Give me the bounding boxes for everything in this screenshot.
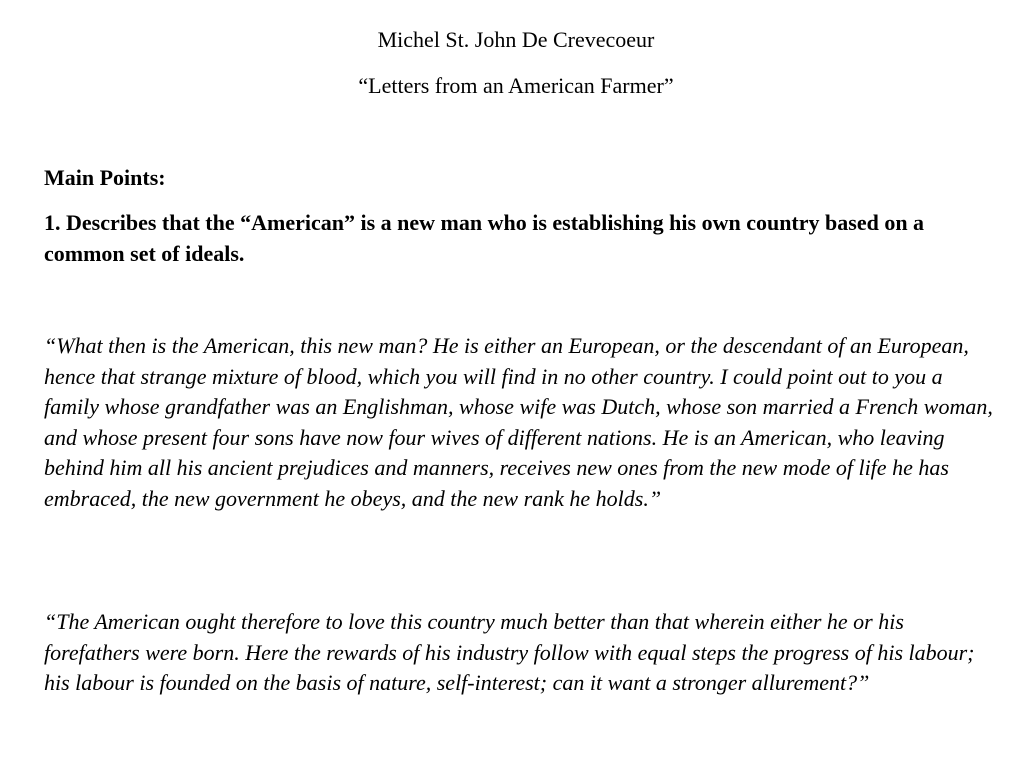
main-points-heading: Main Points: — [44, 165, 166, 190]
author-name: Michel St. John De Crevecoeur — [377, 27, 655, 52]
quote-paragraph: “The American ought therefore to love this country much better than that wherein either he or his forefathers were born. Here the rewards of his industry follow with equal steps the progress of his labour; his labour is founded on the basis of nature, self-interest; can it want a stronger allurement?” — [44, 609, 975, 695]
quote-paragraph: “What then is the American, this new man? He is either an European, or the descendant of an European, hence that strange mixture of blood, which you will find in no other country. I could point out to you a family whose grandfather was an Englishman, whose wife was Dutch, whose son married a French woman, and whose present four sons have now four wives of different nations. He is an American, who leaving behind him all his ancient prejudices and manners, receives new ones from the new mode of life he has embraced, the new government he obeys, and the new rank he holds.” — [44, 333, 993, 511]
main-point-item: 1. Describes that the “American” is a new man who is establishing his own country based on a common set of ideals. — [44, 210, 925, 266]
work-title: “Letters from an American Farmer” — [358, 73, 674, 98]
